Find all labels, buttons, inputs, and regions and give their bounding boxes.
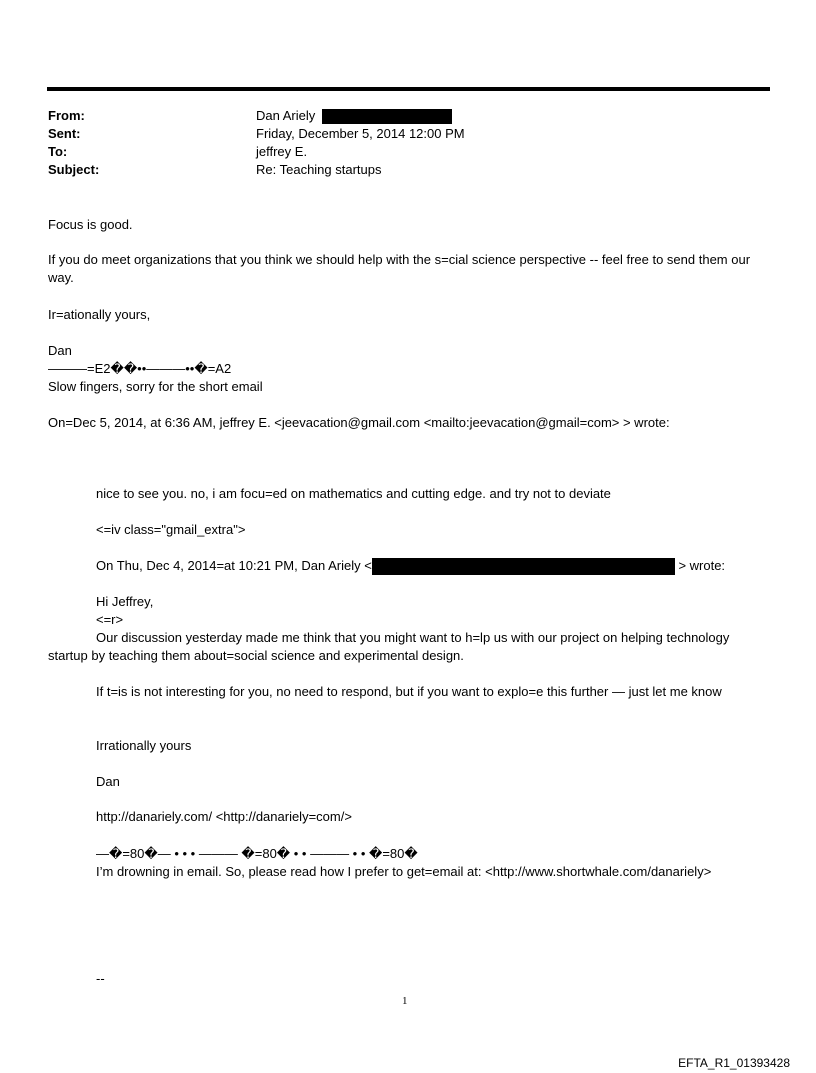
quoted-website: http://danariely.com/ <http://danariely=com/>: [96, 809, 352, 824]
sent-value: Friday, December 5, 2014 12:00 PM: [256, 126, 465, 141]
quoted-dashes: --: [96, 971, 105, 986]
to-label: To:: [48, 144, 68, 159]
from-label: From:: [48, 108, 85, 123]
quoted-line: <=r>: [96, 612, 124, 627]
quoted-paragraph: Our discussion yesterday made me think that you might want to h=lp us with our project on helping technology startup by teaching them about=social science and experimental design.: [48, 630, 730, 663]
subject-label: Subject:: [48, 162, 100, 177]
quoted-signature-name: Dan: [96, 774, 120, 789]
signature-note: Slow fingers, sorry for the short email: [48, 379, 263, 394]
redaction-box: [322, 109, 452, 124]
quoted-attribution: [96, 557, 725, 575]
sent-label: Sent:: [48, 126, 81, 141]
signature-glyphs: ———=E2��••———••�=A2: [48, 361, 232, 376]
from-name: Dan Ariely: [256, 108, 316, 123]
to-value: jeffrey E.: [256, 144, 308, 159]
quoted-paragraph: If t=is is not interesting for you, no need to respond, but if you want to explo=e this further — just let me know: [96, 684, 722, 699]
redaction-box: [372, 558, 675, 575]
quoted-attribution-suffix: > wrote:: [678, 558, 726, 573]
document-id: EFTA_R1_01393428: [678, 1056, 790, 1070]
reply-attribution: On=Dec 5, 2014, at 6:36 AM, jeffrey E. <jeevacation@gmail.com <mailto:jeevacation@gmail=com> > wrote:: [48, 415, 670, 430]
signature-name: Dan: [48, 343, 72, 358]
body-paragraph: Ir=ationally yours,: [48, 307, 151, 322]
quoted-attribution-text: On Thu, Dec 4, 2014=at 10:21 PM, Dan Ariely <: [96, 558, 372, 573]
from-value: [256, 107, 452, 125]
body-paragraph: If you do meet organizations that you think we should help with the s=cial science perspective -- feel free to send them our way.: [48, 252, 751, 285]
quoted-email-note: I’m drowning in email. So, please read how I prefer to get=email at: <http://www.shortwhale.com/danariely>: [96, 864, 712, 879]
body-paragraph: Focus is good.: [48, 217, 133, 232]
subject-value: Re: Teaching startups: [256, 162, 382, 177]
quoted-line: nice to see you. no, i am focu=ed on mathematics and cutting edge. and try not to deviate: [96, 486, 611, 501]
quoted-signoff: Irrationally yours: [96, 738, 192, 753]
quoted-glyphs: —�=80�— • • • ——— �=80� • • ——— • • �=80�: [96, 846, 418, 861]
quoted-greeting: Hi Jeffrey,: [96, 594, 154, 609]
quoted-line: <=iv class="gmail_extra">: [96, 522, 246, 537]
header-rule: [47, 87, 770, 91]
page-number: 1: [402, 995, 408, 1007]
